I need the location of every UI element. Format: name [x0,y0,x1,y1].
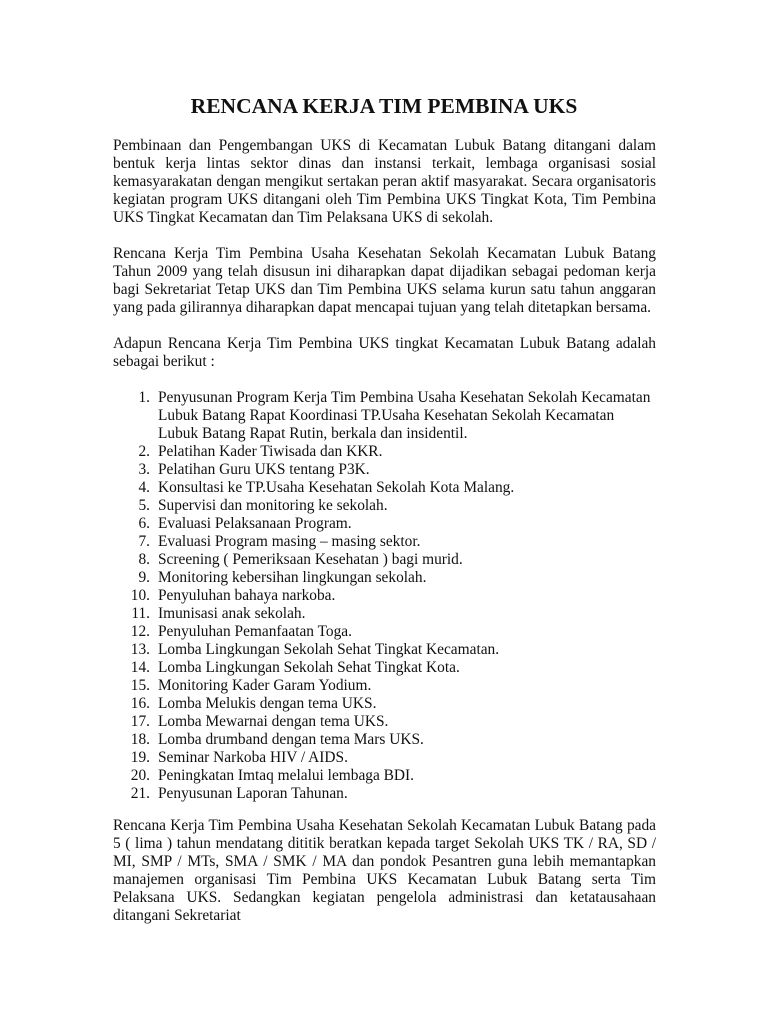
list-item-number: 10. [130,587,150,604]
list-item [113,551,656,569]
list-item-number: 20. [130,767,150,784]
list-item-text: Evaluasi Pelaksanaan Program. [158,515,352,532]
list-item-text: Pelatihan Guru UKS tentang P3K. [158,461,370,478]
list-item-text: Lomba Mewarnai dengan tema UKS. [158,713,389,730]
list-item [113,767,656,785]
list-item [113,569,656,587]
work-plan-list [113,389,656,803]
list-item-number: 5. [138,497,150,514]
list-item [113,533,656,551]
list-item [113,749,656,767]
document-title: RENCANA KERJA TIM PEMBINA UKS [190,94,578,118]
list-item [113,497,656,515]
list-item-number: 12. [130,623,150,640]
list-item-number: 8. [138,551,150,568]
list-item-text: Lomba Lingkungan Sekolah Sehat Tingkat Kecamatan. [158,641,500,658]
list-item [113,623,656,641]
list-item-text: Evaluasi Program masing – masing sektor. [158,533,421,550]
list-item [113,695,656,713]
list-item-number: 13. [130,641,150,658]
list-item-number: 19. [130,749,150,766]
list-item [113,389,656,443]
list-item-number: 14. [130,659,150,676]
list-item [113,731,656,749]
list-item-number: 7. [138,533,150,550]
list-item-number: 15. [130,677,150,694]
list-item-text: Monitoring kebersihan lingkungan sekolah. [158,569,427,586]
intro-paragraph: Pembinaan dan Pengembangan UKS di Kecamatan Lubuk Batang ditangani dalam bentuk kerja lintas sektor dinas dan instansi terkait, lembaga organisasi sosial kemasyarakatan dengan mengikut sertakan peran aktif masyarakat. Secara organisatoris kegiatan program UKS ditangani oleh Tim Pembina UKS Tingkat Kota, Tim Pembina UKS Tingkat Kecamatan dan Tim Pelaksana UKS di sekolah. [113,137,656,226]
five-year-target-paragraph: Rencana Kerja Tim Pembina Usaha Kesehatan Sekolah Kecamatan Lubuk Batang pada 5 ( lima ) tahun mendatang dititik beratkan kepada target Sekolah UKS TK / RA, SD / MI, SMP / MTs, SMA / SMK / MA dan pondok Pesantren guna lebih memantapkan manajemen organisasi Tim Pembina UKS Kecamatan Lubuk Batang serta Tim Pelaksana UKS. Sedangkan kegiatan pengelola administrasi dan ketatausahaan ditangani Sekretariat [113,817,656,924]
list-intro-paragraph: Adapun Rencana Kerja Tim Pembina UKS tingkat Kecamatan Lubuk Batang adalah sebagai berikut : [113,335,656,370]
list-item-number: 3. [138,461,150,478]
list-item-text: Penyusunan Program Kerja Tim Pembina Usaha Kesehatan Sekolah Kecamatan Lubuk Batang Rapat Koordinasi TP.Usaha Kesehatan Sekolah Kecamatan Lubuk Batang Rapat Rutin, berkala dan insidentil. [158,389,651,442]
list-item-number: 9. [138,569,150,586]
list-item [113,587,656,605]
list-item-text: Pelatihan Kader Tiwisada dan KKR. [158,443,383,460]
list-item [113,605,656,623]
list-item-text: Screening ( Pemeriksaan Kesehatan ) bagi murid. [158,551,463,568]
list-item [113,443,656,461]
list-item [113,461,656,479]
list-item [113,677,656,695]
list-item-text: Konsultasi ke TP.Usaha Kesehatan Sekolah Kota Malang. [158,479,515,496]
list-item-number: 4. [138,479,150,496]
list-item-text: Lomba Lingkungan Sekolah Sehat Tingkat Kota. [158,659,460,676]
list-item-text: Imunisasi anak sekolah. [158,605,306,622]
list-item-text: Penyuluhan bahaya narkoba. [158,587,336,604]
list-item [113,785,656,803]
list-item-number: 6. [138,515,150,532]
list-item-number: 2. [138,443,150,460]
list-item [113,659,656,677]
list-item-text: Lomba Melukis dengan tema UKS. [158,695,377,712]
list-item-number: 21. [130,785,150,802]
list-item-text: Monitoring Kader Garam Yodium. [158,677,372,694]
list-item [113,515,656,533]
list-item-number: 16. [130,695,150,712]
list-item-text: Lomba drumband dengan tema Mars UKS. [158,731,424,748]
list-item-number: 18. [130,731,150,748]
list-item-text: Penyusunan Laporan Tahunan. [158,785,348,802]
work-plan-paragraph: Rencana Kerja Tim Pembina Usaha Kesehatan Sekolah Kecamatan Lubuk Batang Tahun 2009 yang telah disusun ini diharapkan dapat dijadikan sebagai pedoman kerja bagi Sekretariat Tetap UKS dan Tim Pembina UKS selama kurun satu tahun anggaran yang pada gilirannya diharapkan dapat mencapai tujuan yang telah ditetapkan bersama. [113,245,656,316]
list-item-text: Seminar Narkoba HIV / AIDS. [158,749,348,766]
list-item-number: 11. [131,605,150,622]
list-item-number: 17. [130,713,150,730]
list-item-number: 1. [138,389,150,406]
list-item-text: Supervisi dan monitoring ke sekolah. [158,497,388,514]
list-item-text: Penyuluhan Pemanfaatan Toga. [158,623,352,640]
list-item-text: Peningkatan Imtaq melalui lembaga BDI. [158,767,415,784]
list-item [113,479,656,497]
list-item [113,641,656,659]
list-item [113,713,656,731]
